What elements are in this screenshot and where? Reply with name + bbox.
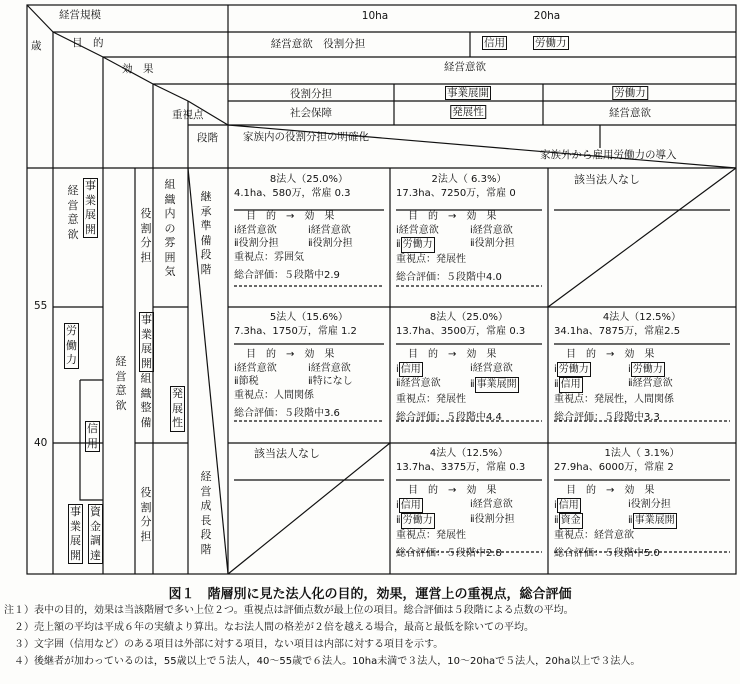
focus-value-a: 社会保障 [290, 107, 332, 119]
focus-label: 重視点 [172, 109, 204, 121]
cell-goal-head: 目 的 → 効 果 [408, 485, 497, 496]
age-55: 55 [34, 300, 48, 312]
cell-score: 総合評価：５段階中3.3 [554, 412, 660, 423]
purpose-shikin: 資金調達 [88, 504, 102, 564]
cell-focus: 重視点：人間関係 [234, 389, 314, 401]
cell-subtitle: 7.3ha、1750万，常雇 1.2 [234, 325, 357, 337]
effect-label: 効 果 [122, 63, 154, 75]
stage-value-b: 家族外から雇用労働力の導入 [540, 149, 677, 161]
cell-goal-head: 目 的 → 効 果 [246, 211, 335, 222]
purpose-value-a: 経営意欲 役割分担 [270, 38, 366, 50]
purpose-value-b2: 労働力 [535, 37, 567, 49]
cell-subtitle: 13.7ha、3500万，常雇 0.3 [396, 325, 526, 337]
stage-hatten: 発展性 [170, 386, 184, 432]
cell-goal-row: ⅱ節税 ⅱ特になし [234, 376, 353, 387]
cell-subtitle: 4.1ha、580万，常雇 0.3 [234, 187, 351, 199]
cell-title: 4法人（12.5%） [429, 448, 509, 459]
focus-jigyo: 事業展開 [139, 312, 153, 372]
focus-yakuwari2: 役割分担 [140, 486, 152, 543]
cell-goal-row: ⅱ経営意欲 ⅱ 事業展開 [396, 377, 542, 393]
focus-yakuwari: 役割分担 [140, 207, 152, 264]
matrix-cell [234, 447, 384, 461]
note-4: ４）後継者が加わっているのは，55歳以上で５法人，40～55歳で６法人。10ha未満で３法人，10～20haで５法人，20ha以上で３法人。 [4, 656, 641, 667]
cell-title: 2法人（ 6.3%） [431, 174, 507, 185]
note-2: ２）売上額の平均は平成６年の実績より算出。なお法人間の格差が２倍を越える場合，最高と最低を除いての平均。 [4, 622, 534, 633]
effect-value-c: 労働力 [614, 87, 646, 99]
effect-value-a: 役割分担 [290, 88, 332, 100]
cell-score: 総合評価：５段階中4.4 [396, 412, 502, 423]
cell-goal-row: ⅱ役割分担 ⅱ役割分担 [234, 238, 353, 249]
figure-caption: 図１ 階層別に見た法人化の目的，効果，運営上の重視点，総合評価 [168, 587, 572, 602]
cell-title: 1法人（ 3.1%） [604, 448, 680, 459]
cell-subtitle: 17.3ha、7250万，常雇 0 [396, 187, 516, 199]
cell-goal-head: 目 的 → 効 果 [566, 485, 655, 496]
cell-focus: 重視点：経営意欲 [554, 529, 634, 541]
focus-soshiki: 組織整備 [140, 372, 152, 429]
cell-subtitle: 13.7ha、3375万，常雇 0.3 [396, 461, 526, 473]
cell-focus: 重視点：発展性 [396, 253, 466, 265]
matrix-cell [396, 173, 542, 285]
cell-goal-head: 目 的 → 効 果 [246, 349, 335, 360]
note-1: 注１）表中の目的，効果は当該階層で多い上位２つ。重視点は評価点数が最上位の項目。総合評価は５段階による点数の平均。 [4, 605, 574, 616]
matrix-cell [234, 173, 384, 283]
effect-top: 経営意欲 [444, 61, 486, 73]
cell-goal-row: ⅱ 資金 ⅱ 事業展開 [554, 513, 730, 529]
cell-goal-row: ⅰ 信用 ⅰ経営意欲 [396, 498, 542, 514]
size-20: 20ha [533, 10, 561, 22]
cell-goal-row: ⅰ経営意欲 ⅰ経営意欲 [396, 224, 513, 236]
cell-title: 該当法人なし [574, 173, 640, 186]
cell-subtitle: 34.1ha、7875万，常雇2.5 [554, 325, 681, 337]
stage-value-a: 家族内の役割分担の明確化 [243, 131, 369, 143]
matrix-cell [396, 311, 542, 425]
cell-focus: 重視点：発展性，人間関係 [554, 393, 674, 405]
effect-keiei: 経営意欲 [115, 355, 127, 412]
matrix-cell [554, 173, 730, 187]
cell-goal-row: ⅰ 信用 ⅰ経営意欲 [396, 362, 542, 378]
cell-goal-row: ⅱ 労働力 ⅱ役割分担 [396, 237, 542, 253]
purpose-jigyo: 事業展開 [83, 178, 97, 238]
scale-label: 経営規模 [59, 9, 101, 21]
cell-score: 総合評価：５段階中3.6 [234, 408, 340, 419]
cell-subtitle: 27.9ha、6000万，常雇 2 [554, 461, 674, 473]
cell-focus: 重視点：雰囲気 [234, 251, 304, 263]
cell-goal-row: ⅰ経営意欲 ⅰ経営意欲 [234, 224, 351, 236]
cell-title: 8法人（25.0%） [429, 312, 509, 323]
cell-goal-head: 目 的 → 効 果 [566, 349, 655, 360]
cell-title: 8法人（25.0%） [269, 174, 349, 185]
cell-goal-head: 目 的 → 効 果 [408, 349, 497, 360]
cell-goal-row: ⅰ経営意欲 ⅰ経営意欲 [234, 362, 351, 374]
matrix-cell [234, 311, 384, 421]
size-10: 10ha [361, 10, 389, 22]
purpose-value-b1: 信用 [484, 37, 505, 49]
focus-value-b: 発展性 [452, 106, 484, 118]
effect-value-b: 事業展開 [447, 87, 489, 99]
cell-score: 総合評価：５段階中4.0 [396, 272, 502, 283]
cell-goal-head: 目 的 → 効 果 [408, 211, 497, 222]
stage-soshiki: 組織内の雰囲気 [164, 178, 176, 278]
cell-goal-row: ⅱ 信用 ⅱ経営意欲 [554, 377, 730, 393]
matrix-cell [396, 447, 542, 561]
stage-keisho: 継承準備段階 [200, 190, 212, 276]
cell-title: 4法人（12.5%） [602, 312, 682, 323]
matrix-cell [554, 447, 730, 561]
cell-score: 総合評価：５段階中2.8 [396, 548, 502, 559]
stage-label: 段階 [197, 132, 218, 144]
purpose-label: 目 的 [72, 37, 104, 49]
cell-goal-row: ⅰ 信用 ⅰ役割分担 [554, 498, 730, 514]
matrix-cell [554, 311, 730, 425]
age-40: 40 [34, 437, 48, 449]
age-label: 歳 [31, 40, 42, 52]
focus-value-c: 経営意欲 [609, 107, 651, 119]
purpose-keiei: 経営意欲 [67, 184, 79, 241]
cell-title: 該当法人なし [254, 447, 320, 460]
cell-focus: 重視点：発展性 [396, 529, 466, 541]
purpose-rodo: 労働力 [64, 323, 78, 369]
note-3: ３）文字囲（信用など）のある項目は外部に対する項目，ない項目は内部に対する項目を示す。 [4, 639, 444, 650]
cell-score: 総合評価：５段階中5.0 [554, 548, 660, 559]
cell-focus: 重視点：発展性 [396, 393, 466, 405]
cell-title: 5法人（15.6%） [269, 312, 349, 323]
purpose-shinyo: 信用 [85, 421, 99, 452]
cell-goal-row: ⅱ 労働力 ⅱ役割分担 [396, 513, 542, 529]
cell-score: 総合評価：５段階中2.9 [234, 270, 340, 281]
stage-keiei: 経営成長段階 [200, 470, 212, 556]
cell-goal-row: ⅰ 労働力 ⅰ 労働力 [554, 362, 730, 378]
purpose-jigyo2: 事業展開 [68, 504, 82, 564]
